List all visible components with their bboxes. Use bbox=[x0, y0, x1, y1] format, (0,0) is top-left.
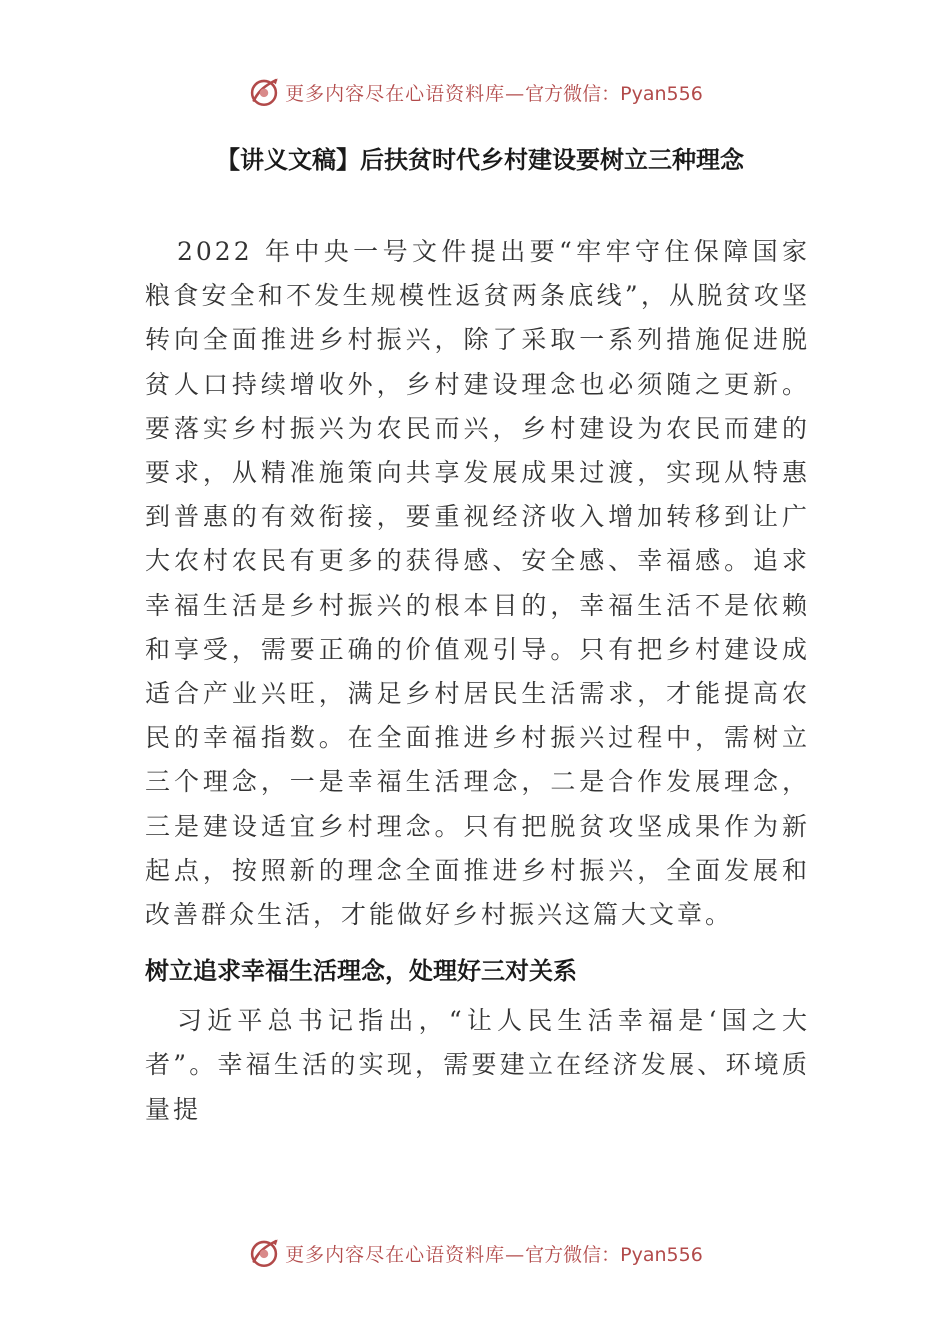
brand-logo-icon bbox=[247, 75, 281, 109]
body-paragraph: 习近平总书记指出，“让人民生活幸福是‘国之大者”。幸福生活的实现，需要建立在经济发展、环境质量提 bbox=[145, 1006, 810, 1124]
watermark-text: 更多内容尽在心语资料库—官方微信：Pyan556 bbox=[285, 1243, 703, 1266]
watermark-text: 更多内容尽在心语资料库—官方微信：Pyan556 bbox=[285, 82, 703, 105]
footer-watermark bbox=[0, 1233, 950, 1273]
document-title: 【讲义文稿】后扶贫时代乡村建设要树立三种理念 bbox=[216, 146, 744, 174]
section-heading: 树立追求幸福生活理念，处理好三对关系 bbox=[145, 957, 577, 986]
header-watermark bbox=[0, 72, 950, 112]
document-body bbox=[145, 230, 810, 1132]
body-paragraph: 2022 年中央一号文件提出要“牢牢守住保障国家粮食安全和不发生规模性返贫两条底线”，从脱贫攻坚转向全面推进乡村振兴，除了采取一系列措施促进脱贫人口持续增收外，乡村建设理念也必须随之更新。要落实乡村振兴为农民而兴，乡村建设为农民而建的要求，从精准施策向共享发展成果过渡，实现从特惠到普惠的有效衔接，要重视经济收入增加转移到让广大农村农民有更多的获得感、安全感、幸福感。追求幸福生活是乡村振兴的根本目的，幸福生活不是依赖和享受，需要正确的价值观引导。只有把乡村建设成适合产业兴旺，满足乡村居民生活需求，才能提高农民的幸福指数。在全面推进乡村振兴过程中，需树立三个理念，一是幸福生活理念，二是合作发展理念，三是建设适宜乡村理念。只有把脱贫攻坚成果作为新起点，按照新的理念全面推进乡村振兴，全面发展和改善群众生活，才能做好乡村振兴这篇大文章。 bbox=[145, 237, 810, 930]
brand-logo-icon bbox=[247, 1236, 281, 1270]
